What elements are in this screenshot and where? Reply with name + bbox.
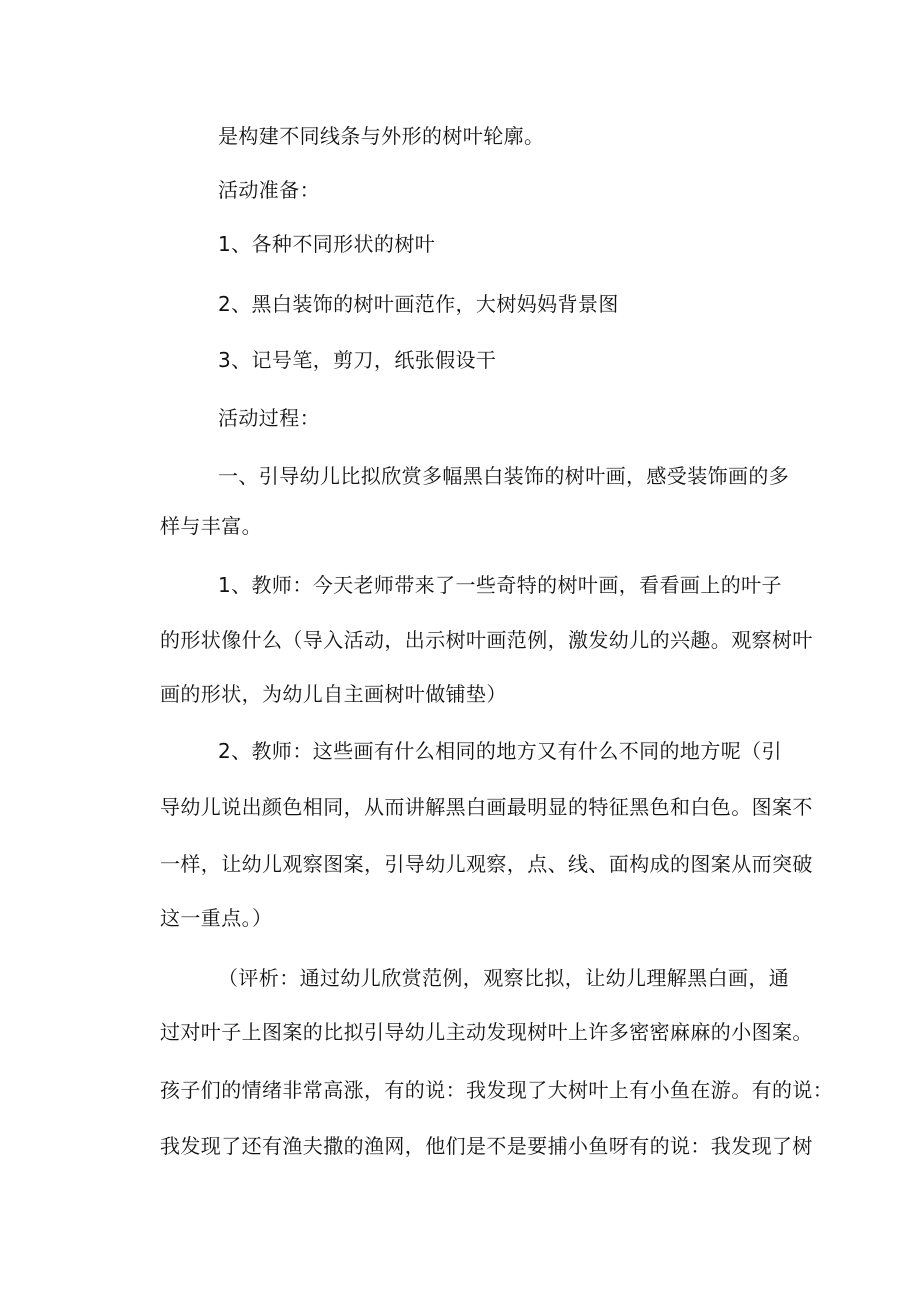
text-line: 一样，让幼儿观察图案，引导幼儿观察，点、线、面构成的图案从而突破 <box>160 852 813 876</box>
text-line: 导幼儿说出颜色相同，从而讲解黑白画最明显的特征黑色和白色。图案不 <box>160 795 813 819</box>
text-line: 样与丰富。 <box>160 514 262 538</box>
text-line: 我发现了还有渔夫撒的渔网，他们是不是要捕小鱼呀有的说：我发现了树 <box>160 1134 813 1158</box>
text-line: 2、教师：这些画有什么相同的地方又有什么不同的地方呢（引 <box>218 739 782 763</box>
section-heading: 活动准备： <box>218 178 320 202</box>
list-item: 2、黑白装饰的树叶画范作，大树妈妈背景图 <box>218 292 619 316</box>
text-line: 一、引导幼儿比拟欣赏多幅黑白装饰的树叶画，感受装饰画的多 <box>218 464 790 488</box>
list-item: 1、各种不同形状的树叶 <box>218 232 436 256</box>
text-line: 孩子们的情绪非常高涨，有的说：我发现了大树叶上有小鱼在游。有的说： <box>160 1078 834 1102</box>
section-heading: 活动过程： <box>218 406 320 430</box>
text-line: 这一重点。） <box>160 906 273 930</box>
text-line: （评析：通过幼儿欣赏范例，观察比拟，让幼儿理解黑白画，通 <box>218 966 790 990</box>
text-line: 是构建不同线条与外形的树叶轮廓。 <box>218 124 545 148</box>
text-line: 的形状像什么（导入活动，出示树叶画范例，激发幼儿的兴趣。观察树叶 <box>160 628 813 652</box>
text-line: 画的形状，为幼儿自主画树叶做铺垫） <box>160 682 507 706</box>
text-line: 过对叶子上图案的比拟引导幼儿主动发现树叶上许多密密麻麻的小图案。 <box>160 1020 813 1044</box>
list-item: 3、记号笔，剪刀，纸张假设干 <box>218 348 497 372</box>
text-line: 1、教师：今天老师带来了一些奇特的树叶画，看看画上的叶子 <box>218 573 782 597</box>
